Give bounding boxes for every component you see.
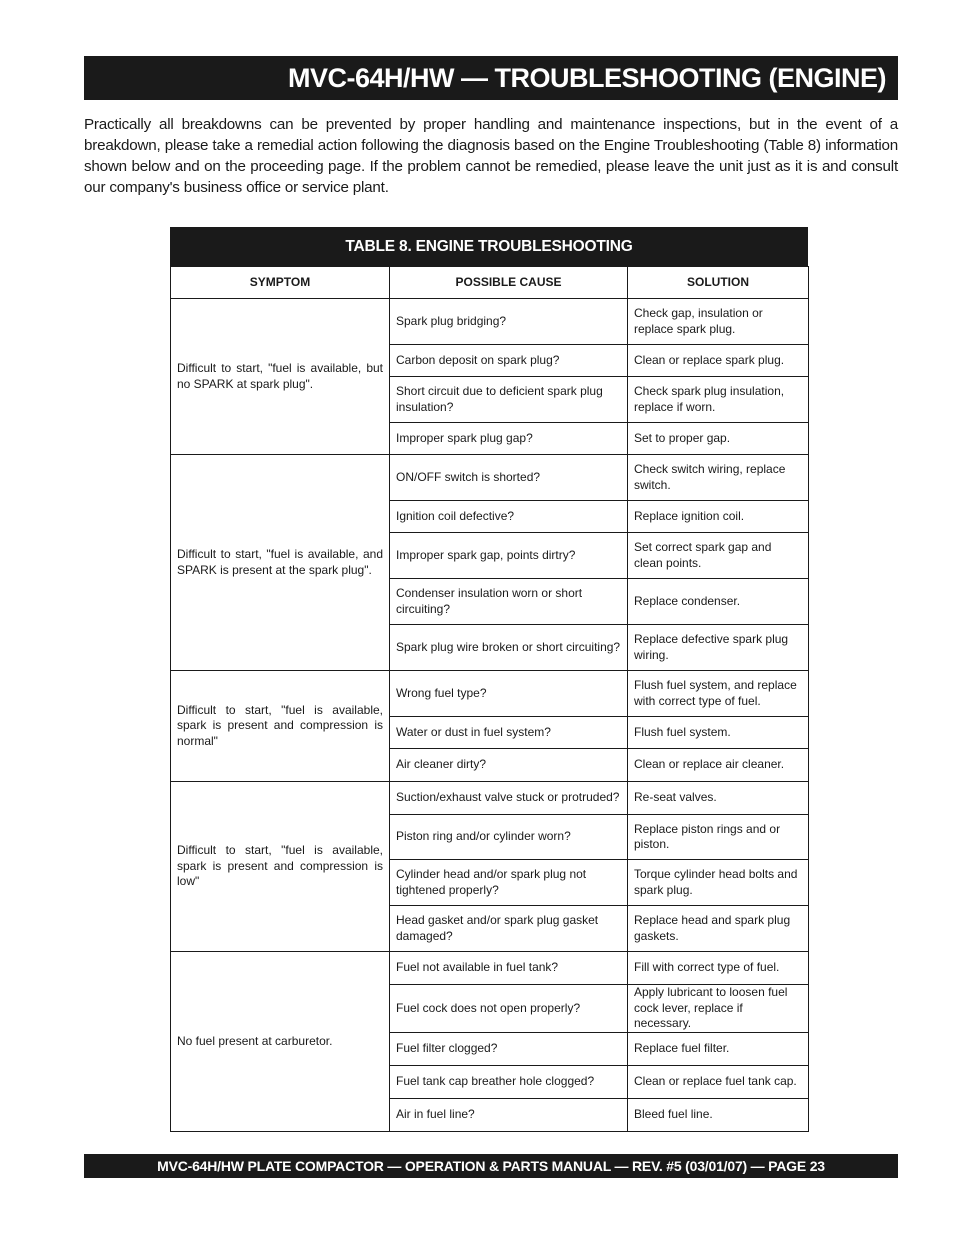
solution-cell: Check switch wiring, replace switch. <box>628 455 809 501</box>
solution-cell: Clean or replace air cleaner. <box>628 749 809 782</box>
solution-cell: Check gap, insulation or replace spark plug. <box>628 299 809 345</box>
cause-cell: Short circuit due to deficient spark plug insulation? <box>390 377 628 423</box>
table-row <box>171 455 809 501</box>
solution-cell: Flush fuel system, and replace with correct type of fuel. <box>628 671 809 717</box>
cause-cell: Spark plug bridging? <box>390 299 628 345</box>
cause-cell: Fuel tank cap breather hole clogged? <box>390 1065 628 1098</box>
symptom-cell: No fuel present at carburetor. <box>171 952 390 1132</box>
solution-cell: Set to proper gap. <box>628 423 809 455</box>
troubleshooting-grid <box>170 266 809 1132</box>
solution-cell: Clean or replace spark plug. <box>628 345 809 377</box>
table-row <box>171 671 809 717</box>
cause-cell: Ignition coil defective? <box>390 501 628 533</box>
cause-cell: Fuel cock does not open properly? <box>390 985 628 1033</box>
solution-cell: Apply lubricant to loosen fuel cock lever, replace if necessary. <box>628 985 809 1033</box>
column-header-solution: SOLUTION <box>628 267 809 299</box>
solution-cell: Clean or replace fuel tank cap. <box>628 1065 809 1098</box>
symptom-cell: Difficult to start, "fuel is available, but no SPARK at spark plug". <box>171 299 390 455</box>
solution-cell: Check spark plug insulation, replace if worn. <box>628 377 809 423</box>
cause-cell: Cylinder head and/or spark plug not tightened properly? <box>390 860 628 906</box>
table-row <box>171 299 809 345</box>
cause-cell: Wrong fuel type? <box>390 671 628 717</box>
page-footer: MVC-64H/HW PLATE COMPACTOR — OPERATION & PARTS MANUAL — REV. #5 (03/01/07) — PAGE 23 <box>84 1154 898 1178</box>
cause-cell: Piston ring and/or cylinder worn? <box>390 815 628 860</box>
solution-cell: Replace head and spark plug gaskets. <box>628 906 809 952</box>
symptom-cell: Difficult to start, "fuel is available, spark is present and compression is normal" <box>171 671 390 782</box>
cause-cell: Improper spark plug gap? <box>390 423 628 455</box>
solution-cell: Replace condenser. <box>628 579 809 625</box>
solution-cell: Re-seat valves. <box>628 782 809 815</box>
solution-cell: Torque cylinder head bolts and spark plug. <box>628 860 809 906</box>
cause-cell: Condenser insulation worn or short circuiting? <box>390 579 628 625</box>
cause-cell: Fuel not available in fuel tank? <box>390 952 628 985</box>
solution-cell: Bleed fuel line. <box>628 1098 809 1131</box>
cause-cell: Carbon deposit on spark plug? <box>390 345 628 377</box>
table-row <box>171 952 809 985</box>
symptom-cell: Difficult to start, "fuel is available, and SPARK is present at the spark plug". <box>171 455 390 671</box>
column-header-cause: POSSIBLE CAUSE <box>390 267 628 299</box>
solution-cell: Flush fuel system. <box>628 717 809 749</box>
table-header-row <box>171 267 809 299</box>
solution-cell: Replace ignition coil. <box>628 501 809 533</box>
solution-cell: Set correct spark gap and clean points. <box>628 533 809 579</box>
table-title: TABLE 8. ENGINE TROUBLESHOOTING <box>170 227 808 266</box>
cause-cell: Fuel filter clogged? <box>390 1032 628 1065</box>
cause-cell: Head gasket and/or spark plug gasket damaged? <box>390 906 628 952</box>
cause-cell: Spark plug wire broken or short circuiting? <box>390 625 628 671</box>
solution-cell: Fill with correct type of fuel. <box>628 952 809 985</box>
troubleshooting-table <box>170 227 808 1132</box>
cause-cell: Suction/exhaust valve stuck or protruded? <box>390 782 628 815</box>
solution-cell: Replace defective spark plug wiring. <box>628 625 809 671</box>
cause-cell: ON/OFF switch is shorted? <box>390 455 628 501</box>
solution-cell: Replace piston rings and or piston. <box>628 815 809 860</box>
cause-cell: Improper spark gap, points dirtry? <box>390 533 628 579</box>
cause-cell: Air cleaner dirty? <box>390 749 628 782</box>
symptom-cell: Difficult to start, "fuel is available, spark is present and compression is low" <box>171 782 390 952</box>
solution-cell: Replace fuel filter. <box>628 1032 809 1065</box>
cause-cell: Air in fuel line? <box>390 1098 628 1131</box>
table-body <box>171 299 809 1132</box>
page-title: MVC-64H/HW — TROUBLESHOOTING (ENGINE) <box>84 56 898 100</box>
table-row <box>171 782 809 815</box>
intro-paragraph: Practically all breakdowns can be prevented by proper handling and maintenance inspections, but in the event of a breakdown, please take a remedial action following the diagnosis based on the Engine Troubleshooting (Table 8) information shown below and on the proceeding page. If the problem cannot be remedied, please leave the unit just as it is and consult our company's business office or service plant. <box>84 116 898 196</box>
column-header-symptom: SYMPTOM <box>171 267 390 299</box>
cause-cell: Water or dust in fuel system? <box>390 717 628 749</box>
